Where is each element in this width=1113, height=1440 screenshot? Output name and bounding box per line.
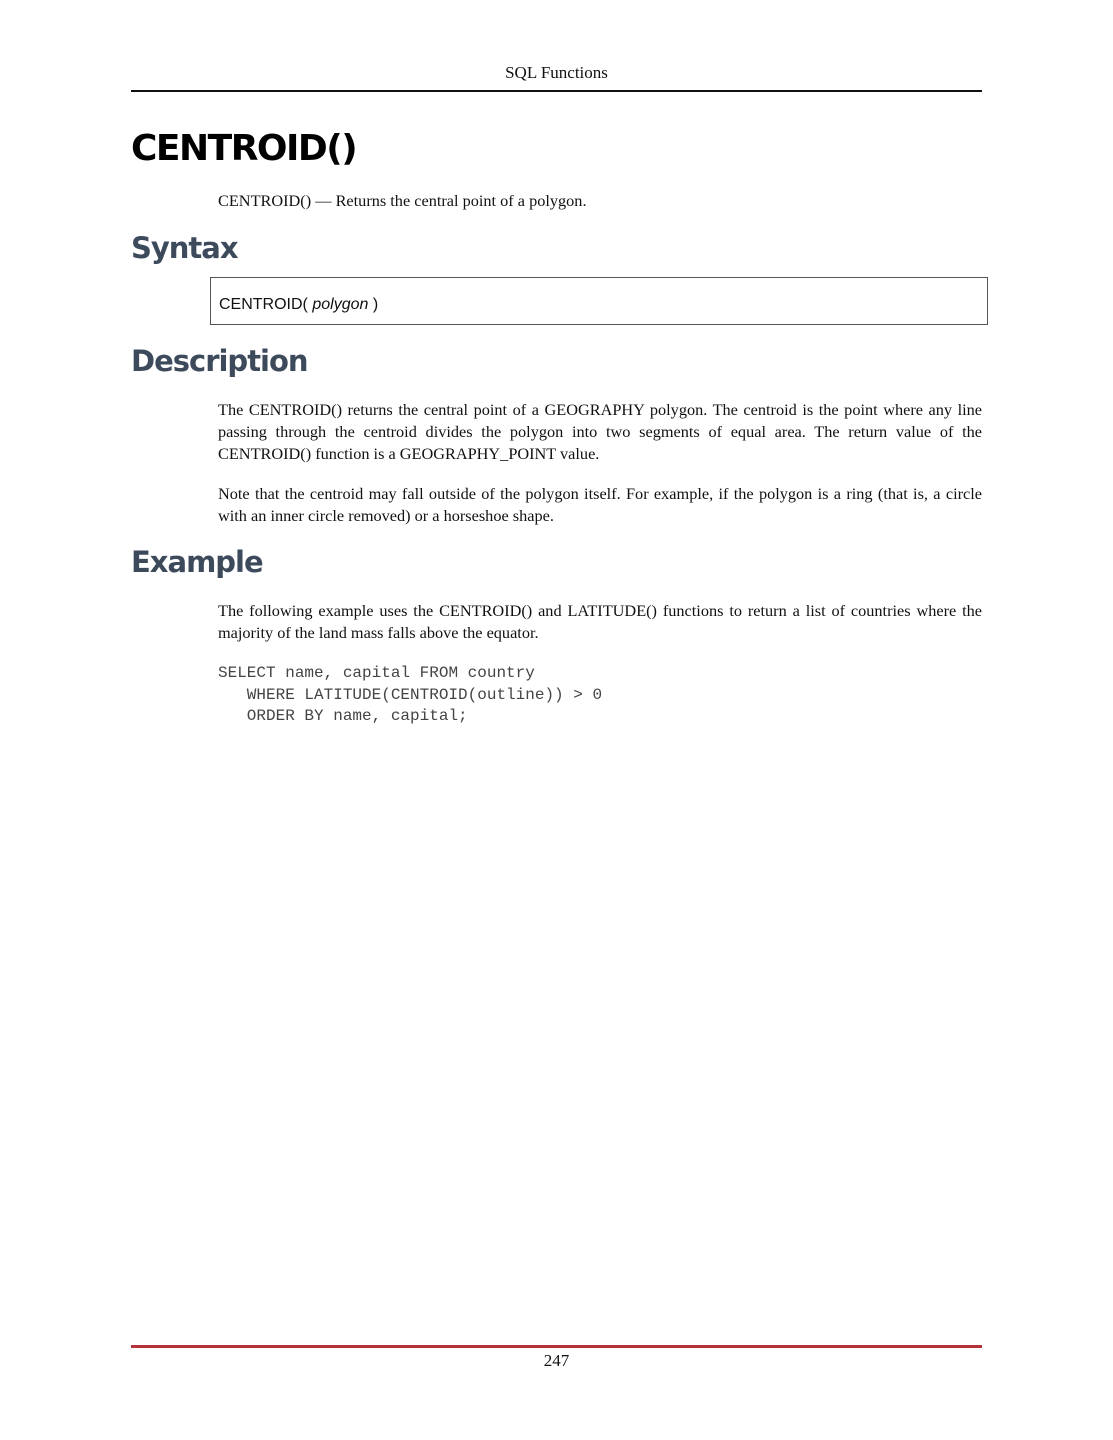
page-title: CENTROID(): [131, 128, 357, 169]
syntax-func: CENTROID(: [219, 296, 308, 313]
header-rule: [131, 90, 982, 92]
running-header: SQL Functions: [505, 63, 608, 82]
syntax-heading: Syntax: [131, 231, 238, 265]
summary: CENTROID() — Returns the central point of a polygon.: [218, 191, 587, 210]
syntax-close: ): [372, 296, 379, 313]
footer-rule: [131, 1345, 982, 1348]
description-paragraph: Note that the centroid may fall outside of the polygon itself. For example, if the polygon is a ring (that is, a circle with an inner circle removed) or a horseshoe shape.: [218, 484, 982, 525]
example-heading: Example: [131, 545, 263, 579]
example-text: The following example uses the CENTROID() and LATITUDE() functions to return a list of countries where the majority of the land mass falls above the equator.: [218, 601, 982, 642]
description-heading: Description: [131, 344, 308, 378]
code-example: SELECT name, capital FROM country WHERE LATITUDE(CENTROID(outline)) > 0 ORDER BY name, capital;: [218, 664, 603, 725]
syntax-box: [210, 277, 988, 325]
page-number: 247: [543, 1351, 570, 1370]
syntax-arg: polygon: [312, 296, 369, 313]
description-paragraph: The CENTROID() returns the central point of a GEOGRAPHY polygon. The centroid is the point where any line passing through the centroid divides the polygon into two segments of equal area. The return value of the CENTROID() function is a GEOGRAPHY_POINT value.: [218, 400, 982, 463]
